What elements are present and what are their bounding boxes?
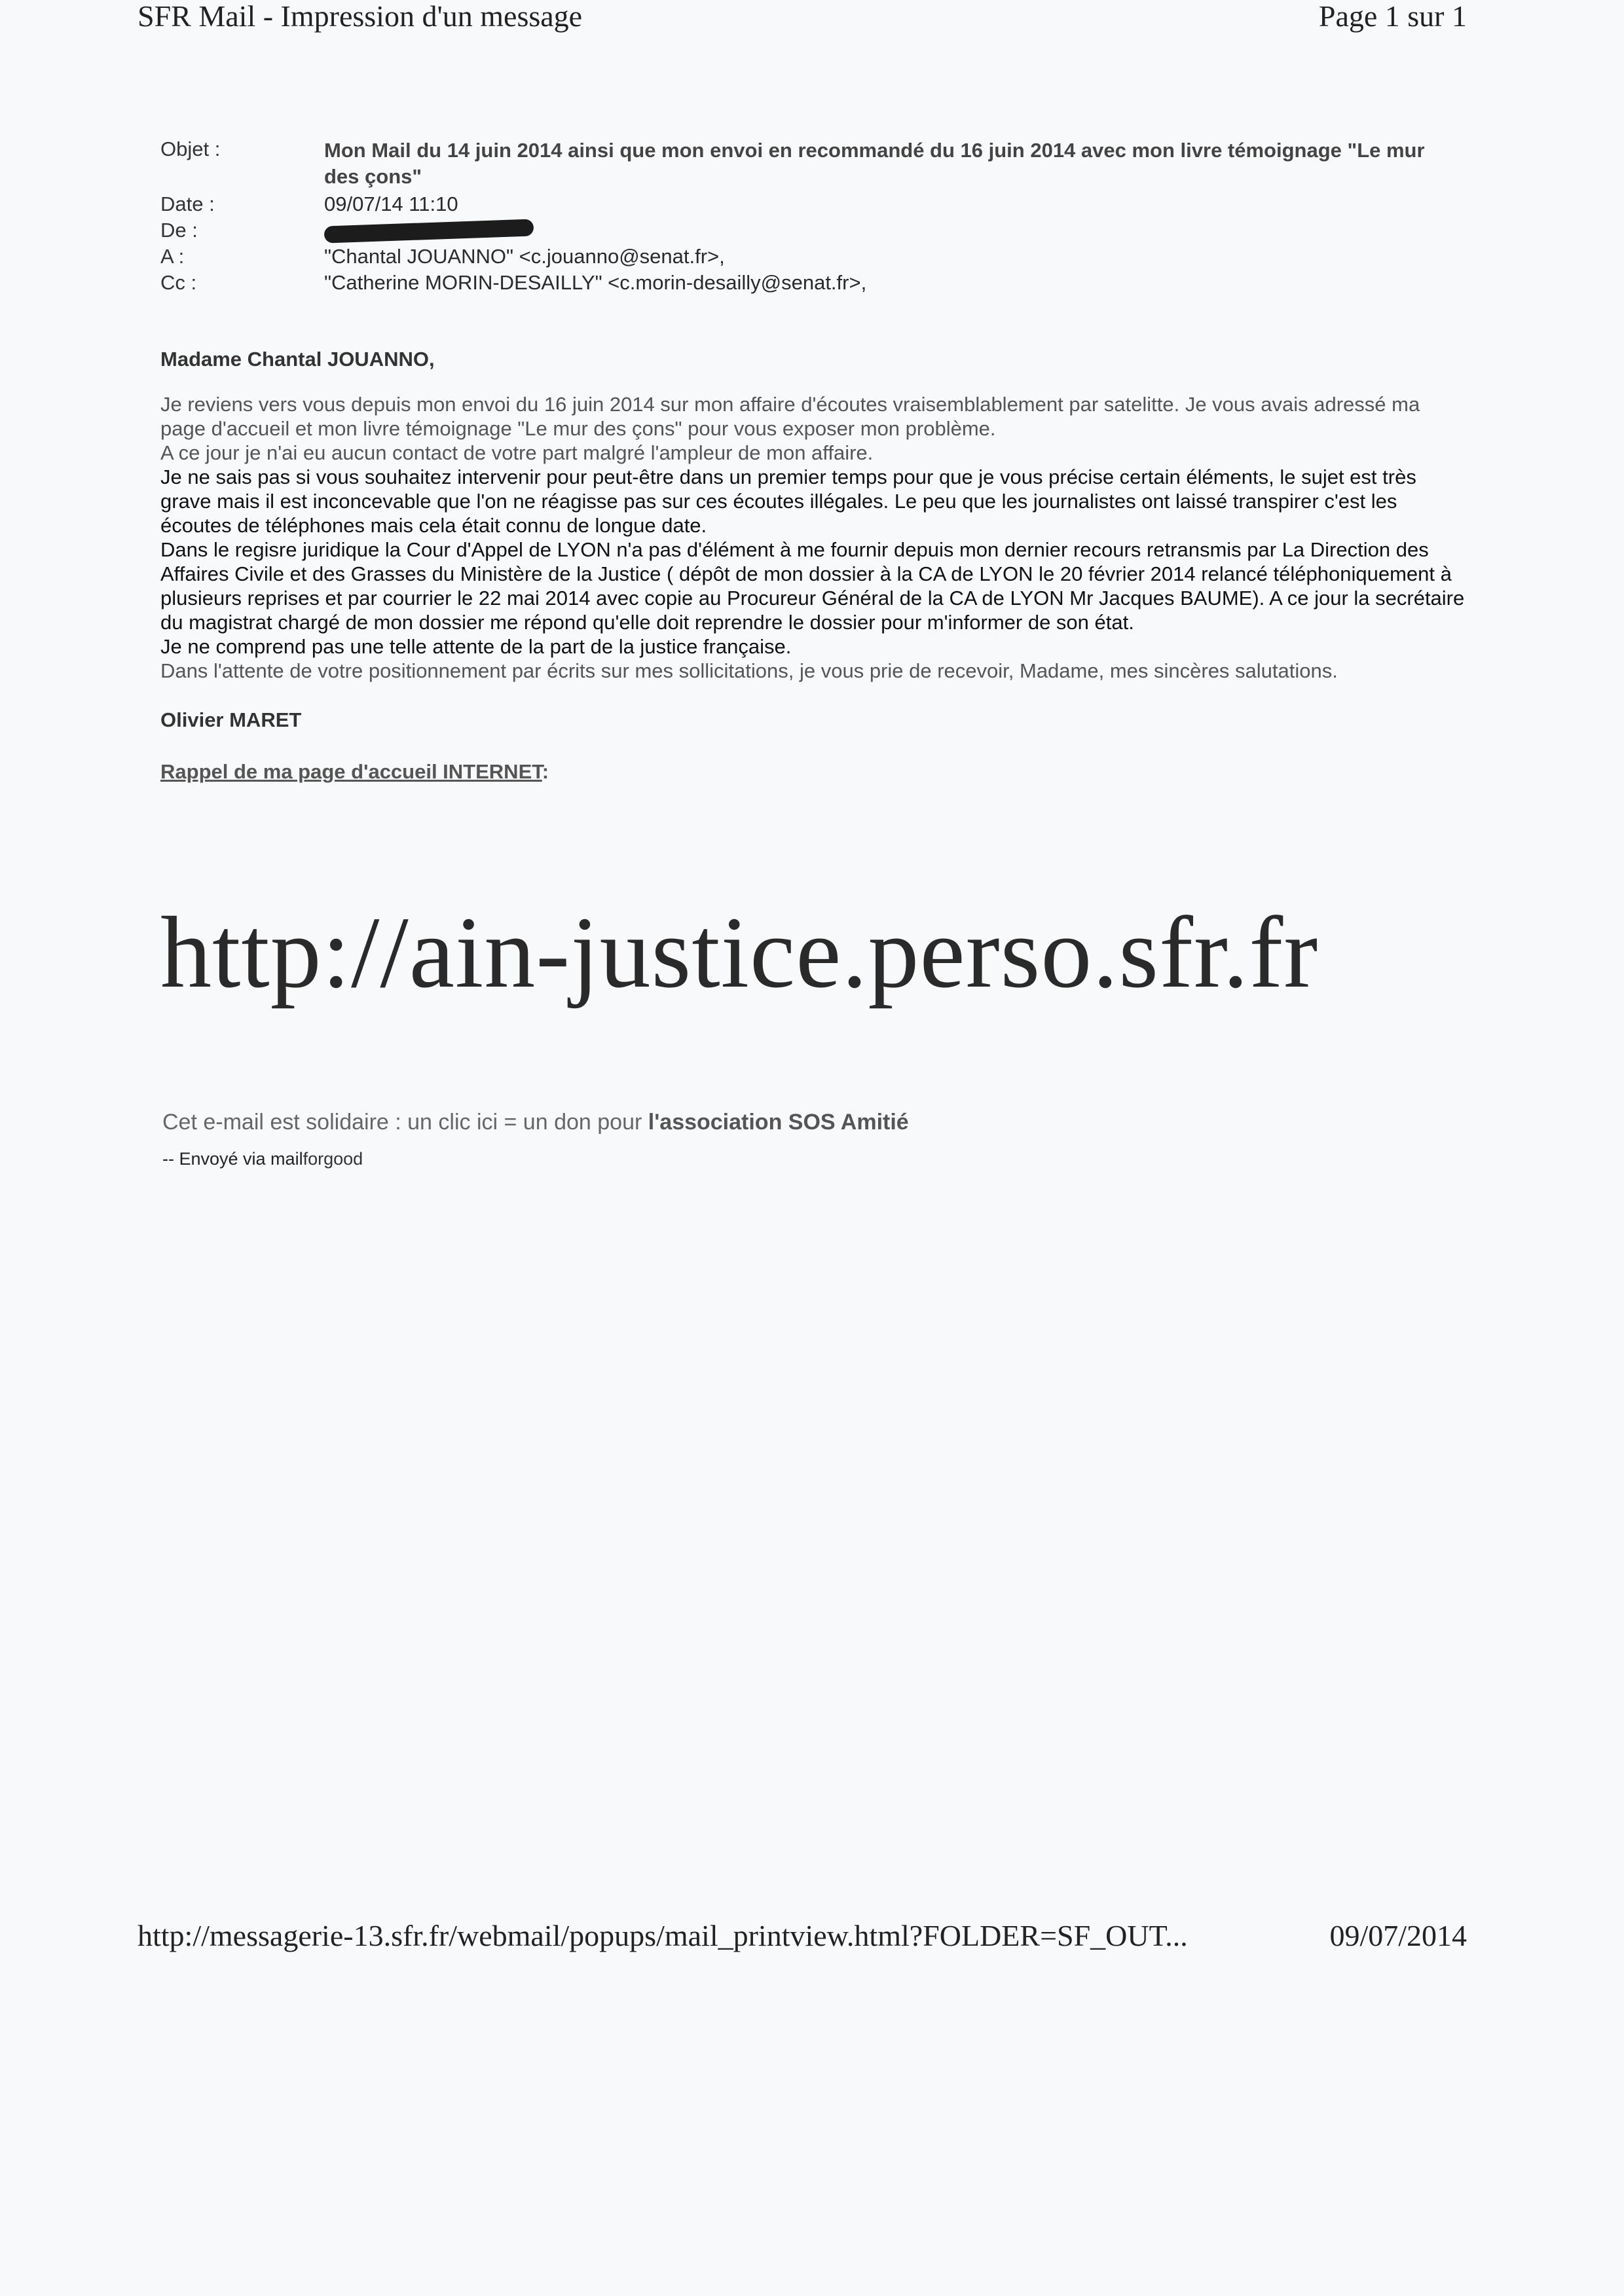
from-label: De : (160, 219, 198, 242)
sent-via (162, 1149, 363, 1169)
print-url: http://messagerie-13.sfr.fr/webmail/popups/mail_printview.html?FOLDER=SF_OUT... (138, 1919, 1188, 1952)
date-value: 09/07/14 11:10 (324, 192, 458, 215)
solidarity-text: Cet e-mail est solidaire : un clic ici = un don pour (162, 1110, 648, 1135)
sent-via-prefix: -- Envoyé via mail (162, 1149, 303, 1169)
subject-value: Mon Mail du 14 juin 2014 ainsi que mon envoi en recommandé du 16 juin 2014 avec mon livre témoignage "Le mur des çons" (324, 139, 1425, 188)
to-label: A : (160, 245, 185, 268)
app-title: SFR Mail - Impression d'un message (138, 0, 583, 33)
homepage-link[interactable]: http://ain-justice.perso.sfr.fr (160, 896, 1319, 1009)
from-row (160, 219, 1437, 245)
homepage-reminder (160, 759, 1470, 784)
date-label: Date : (160, 192, 215, 215)
from-value-redacted (324, 219, 1437, 245)
homepage-reminder-colon: : (542, 760, 549, 783)
print-header (138, 0, 1467, 39)
date-row (160, 192, 1437, 219)
homepage-reminder-label: Rappel de ma page d'accueil INTERNET (160, 760, 542, 783)
greeting: Madame Chantal JOUANNO, (160, 348, 435, 371)
redaction-mark (324, 219, 534, 243)
paragraph-3: Je ne sais pas si vous souhaitez intervenir pour peut-être dans un premier temps pour que je vous précise certain éléments, le sujet est très grave mais il est inconcevable que l'on ne réagisse pas sur ces écoutes illégales. Le peu que les journalistes ont laissé transpirer c'est les écoutes de téléphones mais cela était connu de longue date. (160, 465, 1416, 537)
paragraph-2: A ce jour je n'ai eu aucun contact de votre part malgré l'ampleur de mon affaire. (160, 441, 874, 464)
print-date: 09/07/2014 (1329, 1919, 1467, 1952)
sent-via-brand: forgood (303, 1149, 363, 1169)
paragraph-5: Je ne comprend pas une telle attente de la part de la justice française. (160, 635, 792, 658)
signature: Olivier MARET (160, 708, 302, 731)
page-number: Page 1 sur 1 (1318, 0, 1467, 33)
paragraph-4: Dans le regisre juridique la Cour d'Appel de LYON n'a pas d'élément à me fournir depuis mon dernier recours retransmis par La Direction des Affaires Civile et des Grasses du Ministère de la Justice ( dépôt de mon dossier à la CA de LYON le 20 février 2014 relancé téléphoniquement à plusieurs reprises et par courrier le 22 mai 2014 avec copie au Procureur Général de la CA de LYON Mr Jacques BAUME). A ce jour la secrétaire du magistrat chargé de mon dossier me répond qu'elle doit reprendre le dossier pour m'informer de son état. (160, 538, 1465, 634)
to-value: "Chantal JOUANNO" <c.jouanno@senat.fr>, (324, 245, 725, 268)
message-headers (160, 137, 1437, 297)
solidarity-association: l'association SOS Amitié (648, 1110, 909, 1135)
to-row (160, 245, 1437, 271)
cc-label: Cc : (160, 271, 197, 294)
paragraph-1: Je reviens vers vous depuis mon envoi du 16 juin 2014 sur mon affaire d'écoutes vraisemblablement par satelitte. Je vous avais adressé ma page d'accueil et mon livre témoignage "Le mur des çons" pour vous exposer mon problème. (160, 393, 1420, 440)
cc-row (160, 271, 1437, 297)
cc-value: "Catherine MORIN-DESAILLY" <c.morin-desailly@senat.fr>, (324, 271, 867, 294)
subject-row (160, 137, 1437, 192)
paragraph-6: Dans l'attente de votre positionnement par écrits sur mes sollicitations, je vous prie de recevoir, Madame, mes sincères salutations. (160, 659, 1338, 682)
solidarity-message[interactable] (162, 1110, 909, 1135)
message-body (160, 347, 1470, 784)
subject-label: Objet : (160, 137, 221, 160)
